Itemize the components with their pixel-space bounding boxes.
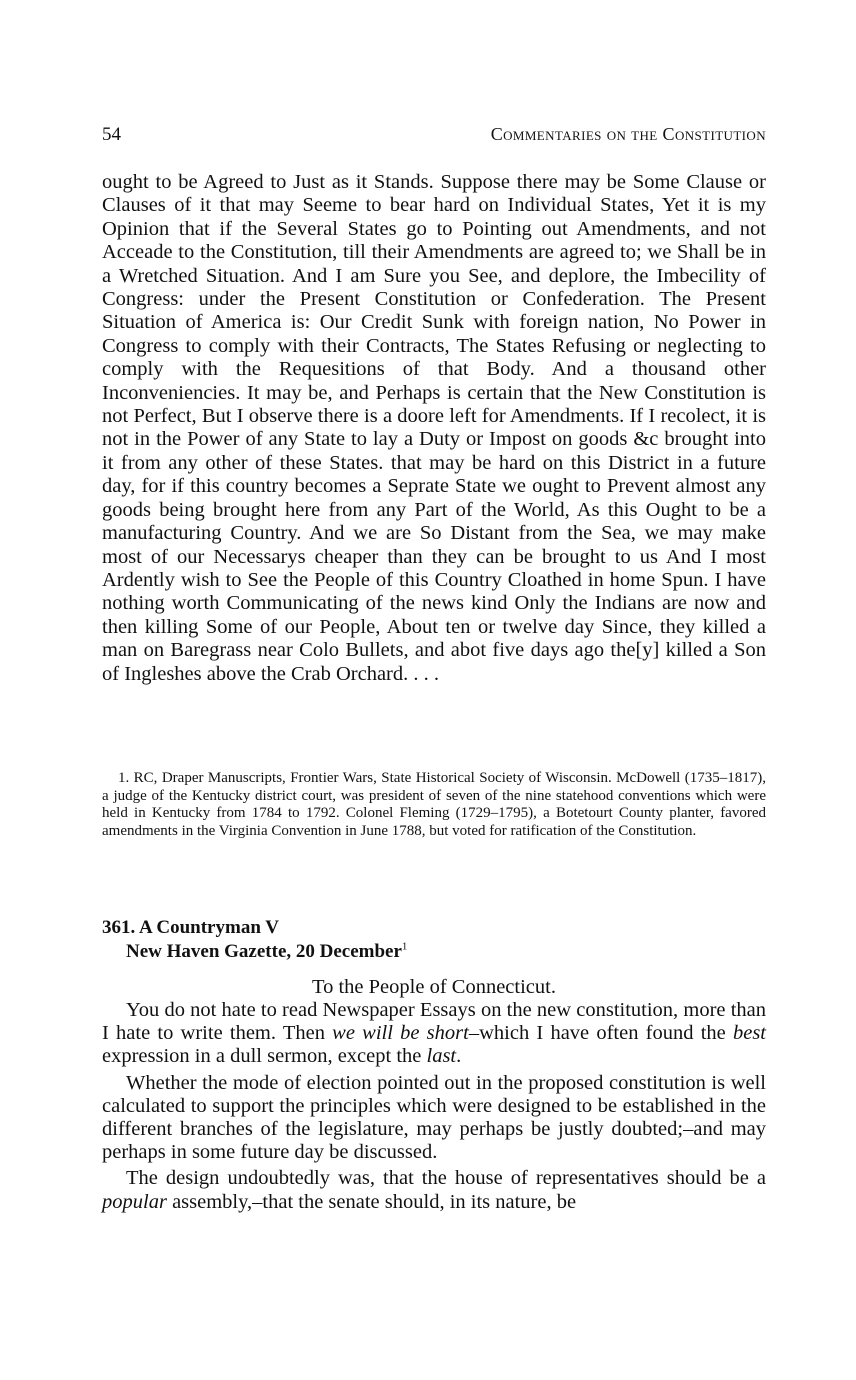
italic-run: last (426, 1045, 457, 1068)
essay-paragraph-3 (102, 1167, 766, 1213)
source-text: New Haven Gazette, 20 December (126, 941, 402, 962)
footnote-text: 1. RC, Draper Manuscripts, Frontier Wars, State Historical Society of Wisconsin. McDowell (1735–1817), a judge of the Kentucky district court, was president of seven of the nine statehood conventions which were held in Kentucky from 1784 to 1792. Colonel Fleming (1729–1795), a Botetourt County planter, favored amendments in the Virginia Convention in June 1788, but voted for ratification of the Constitution. (102, 770, 766, 839)
text-run: The design undoubtedly was, that the house of representatives should be a (126, 1167, 766, 1190)
text-run: . (456, 1045, 462, 1068)
text-run: assembly,–that the senate should, in its nature, be (166, 1190, 577, 1213)
text-run: expression in a dull sermon, except the (102, 1045, 427, 1068)
salutation: To the People of Connecticut. (312, 976, 556, 998)
text-run: You do not hate to read Newspaper Essays on the new constitution, more than I hate to write them. Then (102, 999, 766, 1045)
document-heading (102, 916, 766, 964)
text-run: –which I have often found the (468, 1022, 733, 1045)
italic-run: popular (102, 1190, 167, 1213)
essay-paragraph-2: Whether the mode of election pointed out in the proposed constitution is well calculated to support the principles which were designed to be established in the different branches of the legislature, may perhaps be justly doubted;–and may perhaps in some future day be discussed. (102, 1071, 766, 1164)
document-title: 361. A Countryman V (102, 917, 280, 938)
italic-run: we will be short (332, 1022, 469, 1045)
essay-body (102, 999, 766, 1214)
running-title: Commentaries on the Constitution (490, 124, 766, 144)
letter-paragraph: ought to be Agreed to Just as it Stands. Suppose there may be Some Clause or Clauses of it that may Seeme to bear hard on Individual States, Yet it is my Opinion that if the Several States go to Pointing out Amendments, and not Acceade to the Constitution, till their Amendments are agreed to; we Shall be in a Wretched Situation. And I am Sure you See, and deplore, the Imbecility of Congress: under the Present Constitution or Confederation. The Present Situation of America is: Our Credit Sunk with foreign nation, No Power in Congress to comply with their Contracts, The States Refusing or neglecting to comply with the Requesitions of that Body. And a thousand other Inconveniencies. It may be, and Perhaps is certain that the New Constitution is not Perfect, But I observe there is a doore left for Amendments. If I recolect, it is not in the Power of any State to lay a Duty or Impost on goods &c brought into it from any other of these States. that may be hard on this District in a future day, for if this country becomes a Seprate State we ought to Prevent almost any goods being brought here from any Part of the World, As this Ought to be a manufacturing Country. And we are So Distant from the Sea, we may make most of our Necessarys cheaper than they can be brought to us And I most Ardently wish to See the People of this Country Cloathed in home Spun. I have nothing worth Communicating of the news kind Only the Indians are now and then killing Some of our People, About ten or twelve day Since, they killed a man on Baregrass near Colo Bullets, and abot five days ago the[y] killed a Son of Ingleshes above the Crab Orchard. . . . (102, 171, 766, 685)
letter-continuation (102, 171, 766, 686)
essay-paragraph-1 (102, 999, 766, 1069)
footnote-marker: 1 (401, 940, 408, 953)
footnote (102, 770, 766, 840)
running-head (102, 124, 766, 146)
italic-run: best (732, 1022, 766, 1045)
page-number: 54 (102, 124, 121, 145)
document-source (102, 940, 766, 964)
